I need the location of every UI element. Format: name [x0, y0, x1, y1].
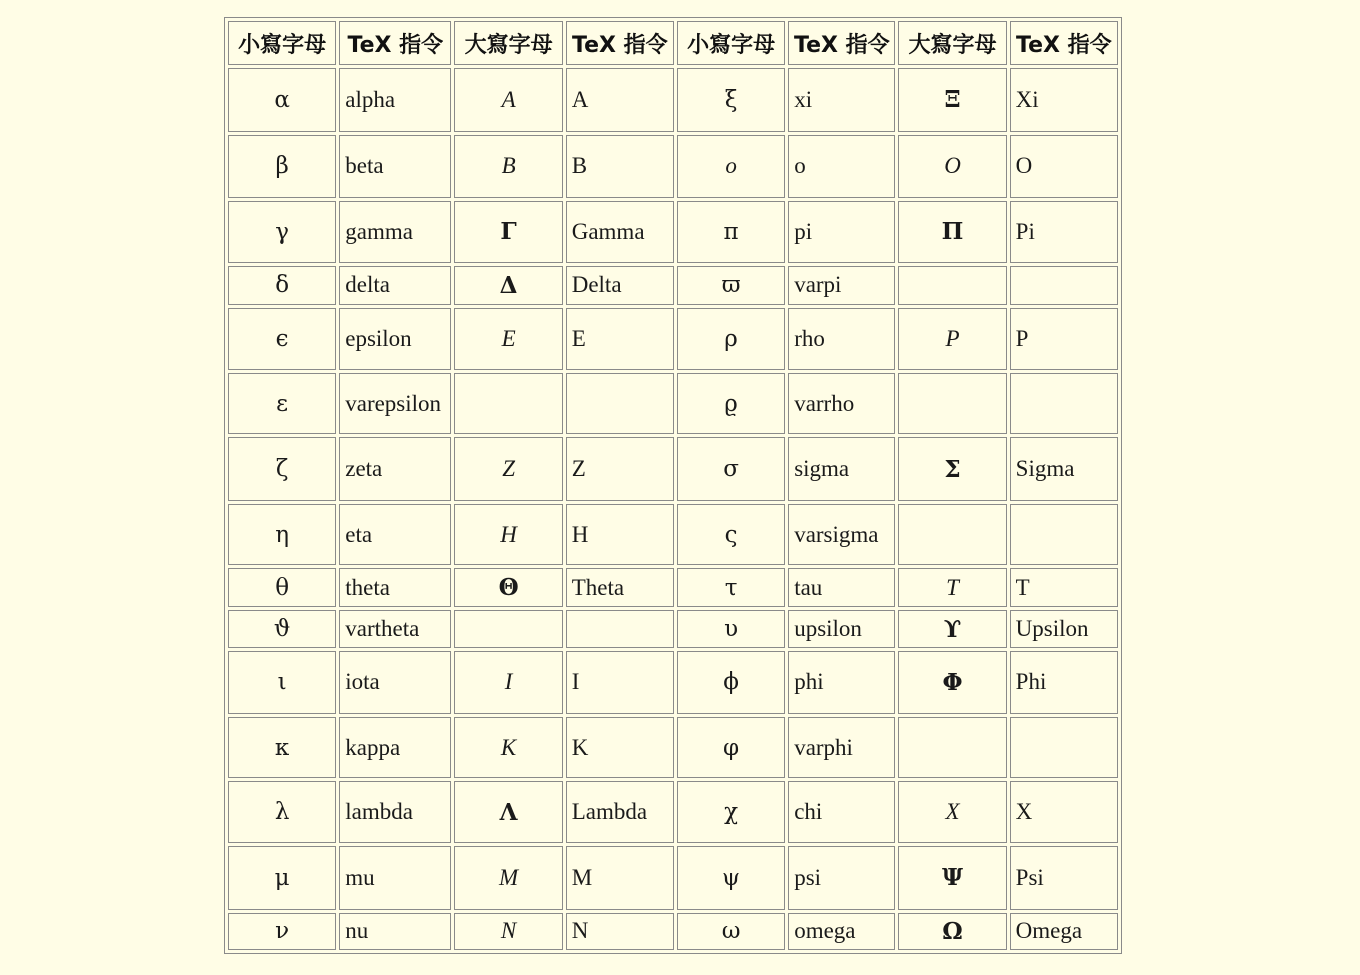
lowercase-symbol-cell: ρ	[677, 308, 785, 370]
uppercase-symbol-cell: P	[898, 308, 1006, 370]
uppercase-tex-command-cell: Pi	[1010, 201, 1118, 263]
uppercase-tex-command-cell: X	[1010, 781, 1118, 843]
lowercase-tex-command-cell: delta	[339, 266, 451, 305]
lowercase-tex-command-cell: theta	[339, 568, 451, 606]
table-row	[228, 266, 1118, 305]
lowercase-tex-command-cell: tau	[788, 568, 895, 606]
lowercase-tex-command-cell: phi	[788, 651, 895, 714]
header-uppercase-letter: 大寫字母	[898, 21, 1006, 65]
lowercase-symbol-cell: θ	[228, 568, 336, 606]
lowercase-tex-command-cell: varsigma	[788, 504, 895, 566]
lowercase-symbol-cell: λ	[228, 781, 336, 843]
uppercase-tex-command-cell	[566, 610, 674, 648]
lowercase-tex-command-cell: lambda	[339, 781, 451, 843]
lowercase-symbol-cell: μ	[228, 846, 336, 910]
uppercase-tex-command-cell: N	[566, 913, 674, 950]
lowercase-symbol-cell: ζ	[228, 437, 336, 501]
lowercase-symbol-cell: ϱ	[677, 373, 785, 435]
uppercase-tex-command-cell	[566, 373, 674, 435]
uppercase-tex-command-cell: B	[566, 135, 674, 199]
uppercase-tex-command-cell: Omega	[1010, 913, 1118, 950]
lowercase-symbol-cell: α	[228, 68, 336, 132]
header-tex-command: TeX 指令	[566, 21, 674, 65]
lowercase-symbol-cell: o	[677, 135, 785, 199]
lowercase-tex-command-cell: eta	[339, 504, 451, 566]
uppercase-symbol-cell: A	[454, 68, 562, 132]
uppercase-tex-command-cell	[1010, 373, 1118, 435]
uppercase-symbol-cell: X	[898, 781, 1006, 843]
lowercase-symbol-cell: ι	[228, 651, 336, 714]
uppercase-tex-command-cell: Phi	[1010, 651, 1118, 714]
lowercase-tex-command-cell: beta	[339, 135, 451, 199]
header-uppercase-letter: 大寫字母	[454, 21, 562, 65]
lowercase-tex-command-cell: mu	[339, 846, 451, 910]
lowercase-tex-command-cell: gamma	[339, 201, 451, 263]
lowercase-tex-command-cell: varphi	[788, 717, 895, 779]
uppercase-symbol-cell: Θ	[454, 568, 562, 606]
greek-letters-table-container	[224, 17, 1122, 954]
table-row	[228, 68, 1118, 132]
lowercase-tex-command-cell: vartheta	[339, 610, 451, 648]
lowercase-tex-command-cell: epsilon	[339, 308, 451, 370]
uppercase-tex-command-cell: Theta	[566, 568, 674, 606]
table-row	[228, 717, 1118, 779]
uppercase-symbol-cell	[454, 373, 562, 435]
uppercase-symbol-cell: Γ	[454, 201, 562, 263]
lowercase-symbol-cell: χ	[677, 781, 785, 843]
lowercase-symbol-cell: σ	[677, 437, 785, 501]
lowercase-symbol-cell: ν	[228, 913, 336, 950]
uppercase-tex-command-cell: T	[1010, 568, 1118, 606]
lowercase-symbol-cell: ϑ	[228, 610, 336, 648]
greek-letters-table	[225, 18, 1121, 953]
lowercase-tex-command-cell: varrho	[788, 373, 895, 435]
lowercase-tex-command-cell: chi	[788, 781, 895, 843]
uppercase-tex-command-cell: P	[1010, 308, 1118, 370]
uppercase-tex-command-cell: Lambda	[566, 781, 674, 843]
uppercase-tex-command-cell	[1010, 266, 1118, 305]
header-lowercase-letter: 小寫字母	[677, 21, 785, 65]
uppercase-symbol-cell: Φ	[898, 651, 1006, 714]
uppercase-tex-command-cell	[1010, 504, 1118, 566]
lowercase-symbol-cell: ψ	[677, 846, 785, 910]
lowercase-symbol-cell: κ	[228, 717, 336, 779]
lowercase-tex-command-cell: rho	[788, 308, 895, 370]
uppercase-tex-command-cell: Xi	[1010, 68, 1118, 132]
header-lowercase-letter: 小寫字母	[228, 21, 336, 65]
uppercase-tex-command-cell: Sigma	[1010, 437, 1118, 501]
uppercase-tex-command-cell: M	[566, 846, 674, 910]
uppercase-symbol-cell: Σ	[898, 437, 1006, 501]
lowercase-tex-command-cell: xi	[788, 68, 895, 132]
table-row	[228, 504, 1118, 566]
uppercase-tex-command-cell: I	[566, 651, 674, 714]
uppercase-symbol-cell: O	[898, 135, 1006, 199]
header-tex-command: TeX 指令	[788, 21, 895, 65]
table-row	[228, 373, 1118, 435]
table-row	[228, 568, 1118, 606]
lowercase-tex-command-cell: zeta	[339, 437, 451, 501]
uppercase-symbol-cell: Π	[898, 201, 1006, 263]
table-row	[228, 651, 1118, 714]
uppercase-symbol-cell: E	[454, 308, 562, 370]
lowercase-tex-command-cell: alpha	[339, 68, 451, 132]
uppercase-symbol-cell: ϒ	[898, 610, 1006, 648]
uppercase-tex-command-cell: Psi	[1010, 846, 1118, 910]
lowercase-symbol-cell: γ	[228, 201, 336, 263]
uppercase-tex-command-cell: Gamma	[566, 201, 674, 263]
lowercase-symbol-cell: ϕ	[677, 651, 785, 714]
lowercase-symbol-cell: ς	[677, 504, 785, 566]
lowercase-symbol-cell: π	[677, 201, 785, 263]
uppercase-tex-command-cell: E	[566, 308, 674, 370]
table-row	[228, 437, 1118, 501]
lowercase-tex-command-cell: omega	[788, 913, 895, 950]
table-row	[228, 610, 1118, 648]
uppercase-tex-command-cell: Delta	[566, 266, 674, 305]
uppercase-symbol-cell: Z	[454, 437, 562, 501]
table-row	[228, 201, 1118, 263]
lowercase-symbol-cell: ω	[677, 913, 785, 950]
uppercase-symbol-cell	[898, 373, 1006, 435]
lowercase-symbol-cell: φ	[677, 717, 785, 779]
lowercase-symbol-cell: τ	[677, 568, 785, 606]
lowercase-tex-command-cell: pi	[788, 201, 895, 263]
uppercase-tex-command-cell: Upsilon	[1010, 610, 1118, 648]
lowercase-symbol-cell: ϖ	[677, 266, 785, 305]
uppercase-symbol-cell: Ξ	[898, 68, 1006, 132]
uppercase-symbol-cell: Ψ	[898, 846, 1006, 910]
uppercase-symbol-cell: Λ	[454, 781, 562, 843]
uppercase-tex-command-cell: K	[566, 717, 674, 779]
lowercase-tex-command-cell: o	[788, 135, 895, 199]
table-row	[228, 135, 1118, 199]
lowercase-tex-command-cell: kappa	[339, 717, 451, 779]
header-tex-command: TeX 指令	[1010, 21, 1118, 65]
table-row	[228, 781, 1118, 843]
lowercase-symbol-cell: υ	[677, 610, 785, 648]
table-body	[228, 68, 1118, 950]
lowercase-symbol-cell: δ	[228, 266, 336, 305]
lowercase-tex-command-cell: sigma	[788, 437, 895, 501]
uppercase-symbol-cell: H	[454, 504, 562, 566]
table-row	[228, 846, 1118, 910]
uppercase-symbol-cell	[898, 266, 1006, 305]
uppercase-symbol-cell: N	[454, 913, 562, 950]
uppercase-tex-command-cell: O	[1010, 135, 1118, 199]
uppercase-tex-command-cell: A	[566, 68, 674, 132]
lowercase-tex-command-cell: varepsilon	[339, 373, 451, 435]
lowercase-tex-command-cell: varpi	[788, 266, 895, 305]
lowercase-symbol-cell: β	[228, 135, 336, 199]
uppercase-symbol-cell	[454, 610, 562, 648]
uppercase-symbol-cell: T	[898, 568, 1006, 606]
uppercase-symbol-cell	[898, 504, 1006, 566]
uppercase-symbol-cell: K	[454, 717, 562, 779]
lowercase-symbol-cell: ξ	[677, 68, 785, 132]
lowercase-tex-command-cell: nu	[339, 913, 451, 950]
lowercase-symbol-cell: ϵ	[228, 308, 336, 370]
uppercase-symbol-cell: B	[454, 135, 562, 199]
uppercase-symbol-cell: Ω	[898, 913, 1006, 950]
lowercase-symbol-cell: η	[228, 504, 336, 566]
uppercase-tex-command-cell: H	[566, 504, 674, 566]
table-row	[228, 308, 1118, 370]
lowercase-tex-command-cell: psi	[788, 846, 895, 910]
uppercase-symbol-cell	[898, 717, 1006, 779]
table-row	[228, 913, 1118, 950]
uppercase-symbol-cell: I	[454, 651, 562, 714]
uppercase-tex-command-cell	[1010, 717, 1118, 779]
lowercase-symbol-cell: ε	[228, 373, 336, 435]
header-row	[228, 21, 1118, 65]
uppercase-symbol-cell: Δ	[454, 266, 562, 305]
lowercase-tex-command-cell: upsilon	[788, 610, 895, 648]
lowercase-tex-command-cell: iota	[339, 651, 451, 714]
uppercase-tex-command-cell: Z	[566, 437, 674, 501]
uppercase-symbol-cell: M	[454, 846, 562, 910]
header-tex-command: TeX 指令	[339, 21, 451, 65]
